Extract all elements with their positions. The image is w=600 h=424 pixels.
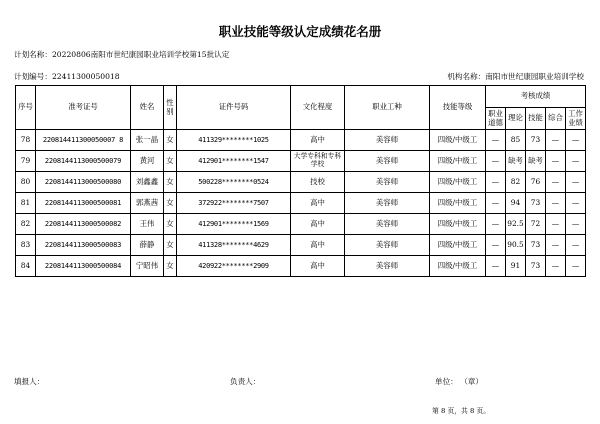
page-number: 第 8 页，共 8 页。: [432, 407, 491, 415]
cell-name: 宁昭伟: [131, 256, 164, 277]
cell-level: 四级/中级工: [430, 256, 486, 277]
header-skill: 技能: [526, 108, 546, 130]
cell-occupation: 美容师: [345, 151, 430, 172]
score-roster-table: [15, 85, 586, 277]
cell-occupation: 美容师: [345, 130, 430, 151]
cell-level: 四级/中级工: [430, 214, 486, 235]
document-title: 职业技能等级认定成绩花名册: [218, 24, 382, 39]
filler-label: 填报人：: [14, 377, 45, 386]
cell-theory: 90.5: [506, 235, 526, 256]
cell-work: —: [566, 235, 586, 256]
cell-work: —: [566, 172, 586, 193]
cell-skill: 73: [526, 130, 546, 151]
cell-work: —: [566, 151, 586, 172]
cell-moral: —: [486, 130, 506, 151]
cell-gender: 女: [164, 235, 177, 256]
cell-moral: —: [486, 235, 506, 256]
cell-gender: 女: [164, 193, 177, 214]
cell-education: 高中: [291, 256, 345, 277]
cell-moral: —: [486, 151, 506, 172]
cell-exam-no: 2208144113000500082: [36, 214, 131, 235]
header-occupation: 职业工种: [345, 86, 430, 130]
cell-gender: 女: [164, 172, 177, 193]
cell-exam-no: 2208144113000500083: [36, 235, 131, 256]
cell-name: 黄河: [131, 151, 164, 172]
cell-moral: —: [486, 193, 506, 214]
responsible-label: 负责人：: [230, 377, 261, 386]
cell-theory: 92.5: [506, 214, 526, 235]
cell-name: 刘鑫鑫: [131, 172, 164, 193]
cell-level: 四级/中级工: [430, 130, 486, 151]
plan-name: 计划名称：20220806南阳市世纪康园职业培训学校第15批认定: [14, 50, 230, 59]
cell-level: 四级/中级工: [430, 151, 486, 172]
cell-seq: 79: [16, 151, 36, 172]
header-gender: 性别: [164, 86, 177, 130]
cell-name: 薛静: [131, 235, 164, 256]
cell-exam-no: 220814411300050007 8: [36, 130, 131, 151]
cell-overall: —: [546, 172, 566, 193]
cell-seq: 83: [16, 235, 36, 256]
header-level: 技能等级: [430, 86, 486, 130]
cell-skill: 73: [526, 256, 546, 277]
header-scores: 考核成绩: [486, 86, 586, 108]
cell-exam-no: 2208144113000500084: [36, 256, 131, 277]
cell-work: —: [566, 193, 586, 214]
header-name: 姓名: [131, 86, 164, 130]
cell-id-no: 500228********0524: [177, 172, 291, 193]
cell-occupation: 美容师: [345, 235, 430, 256]
plan-number: 计划编号：22411300050018: [14, 72, 120, 81]
cell-education: 高中: [291, 193, 345, 214]
cell-theory: 91: [506, 256, 526, 277]
cell-overall: —: [546, 235, 566, 256]
cell-id-no: 411329********1025: [177, 130, 291, 151]
header-exam-no: 准考证号: [36, 86, 131, 130]
cell-occupation: 美容师: [345, 256, 430, 277]
cell-id-no: 372922********7507: [177, 193, 291, 214]
cell-seq: 81: [16, 193, 36, 214]
cell-name: 王伟: [131, 214, 164, 235]
cell-exam-no: 2208144113000500081: [36, 193, 131, 214]
cell-overall: —: [546, 214, 566, 235]
cell-skill: 72: [526, 214, 546, 235]
table-row: [16, 193, 586, 214]
cell-gender: 女: [164, 214, 177, 235]
cell-theory: 82: [506, 172, 526, 193]
table-row: [16, 214, 586, 235]
header-theory: 理论: [506, 108, 526, 130]
organization-name: 机构名称：南阳市世纪康园职业培训学校: [447, 72, 584, 81]
cell-overall: —: [546, 256, 566, 277]
header-work: 工作业绩: [566, 108, 586, 130]
cell-gender: 女: [164, 151, 177, 172]
cell-exam-no: 2208144113000500079: [36, 151, 131, 172]
cell-name: 郭燕茜: [131, 193, 164, 214]
cell-exam-no: 2208144113000500080: [36, 172, 131, 193]
cell-theory: 缺考: [506, 151, 526, 172]
cell-id-no: 412901********1547: [177, 151, 291, 172]
cell-name: 张一晶: [131, 130, 164, 151]
cell-seq: 80: [16, 172, 36, 193]
unit-seal-label: 单位： （章）: [435, 377, 483, 386]
cell-work: —: [566, 256, 586, 277]
cell-gender: 女: [164, 256, 177, 277]
cell-education: 技校: [291, 172, 345, 193]
cell-id-no: 411328********4629: [177, 235, 291, 256]
table-row: [16, 172, 586, 193]
header-moral: 职业道德: [486, 108, 506, 130]
cell-skill: 73: [526, 193, 546, 214]
cell-education: 高中: [291, 214, 345, 235]
cell-moral: —: [486, 172, 506, 193]
table-row: [16, 235, 586, 256]
cell-seq: 84: [16, 256, 36, 277]
table-row: [16, 130, 586, 151]
cell-skill: 76: [526, 172, 546, 193]
cell-education: 大学专科和专科学校: [291, 151, 345, 172]
cell-level: 四级/中级工: [430, 193, 486, 214]
header-seq: 序号: [16, 86, 36, 130]
cell-skill: 缺考: [526, 151, 546, 172]
cell-skill: 73: [526, 235, 546, 256]
cell-moral: —: [486, 214, 506, 235]
cell-education: 高中: [291, 235, 345, 256]
cell-occupation: 美容师: [345, 193, 430, 214]
header-education: 文化程度: [291, 86, 345, 130]
cell-overall: —: [546, 151, 566, 172]
table-row: [16, 256, 586, 277]
cell-theory: 85: [506, 130, 526, 151]
cell-seq: 82: [16, 214, 36, 235]
cell-gender: 女: [164, 130, 177, 151]
table-header-row: [16, 86, 586, 108]
header-overall: 综合: [546, 108, 566, 130]
cell-occupation: 美容师: [345, 172, 430, 193]
cell-theory: 94: [506, 193, 526, 214]
cell-overall: —: [546, 130, 566, 151]
cell-work: —: [566, 214, 586, 235]
cell-id-no: 420922********2909: [177, 256, 291, 277]
cell-level: 四级/中级工: [430, 172, 486, 193]
cell-occupation: 美容师: [345, 214, 430, 235]
cell-education: 高中: [291, 130, 345, 151]
cell-work: —: [566, 130, 586, 151]
header-id-no: 证件号码: [177, 86, 291, 130]
cell-level: 四级/中级工: [430, 235, 486, 256]
cell-id-no: 412901********1569: [177, 214, 291, 235]
cell-seq: 78: [16, 130, 36, 151]
table-row: [16, 151, 586, 172]
cell-overall: —: [546, 193, 566, 214]
cell-moral: —: [486, 256, 506, 277]
